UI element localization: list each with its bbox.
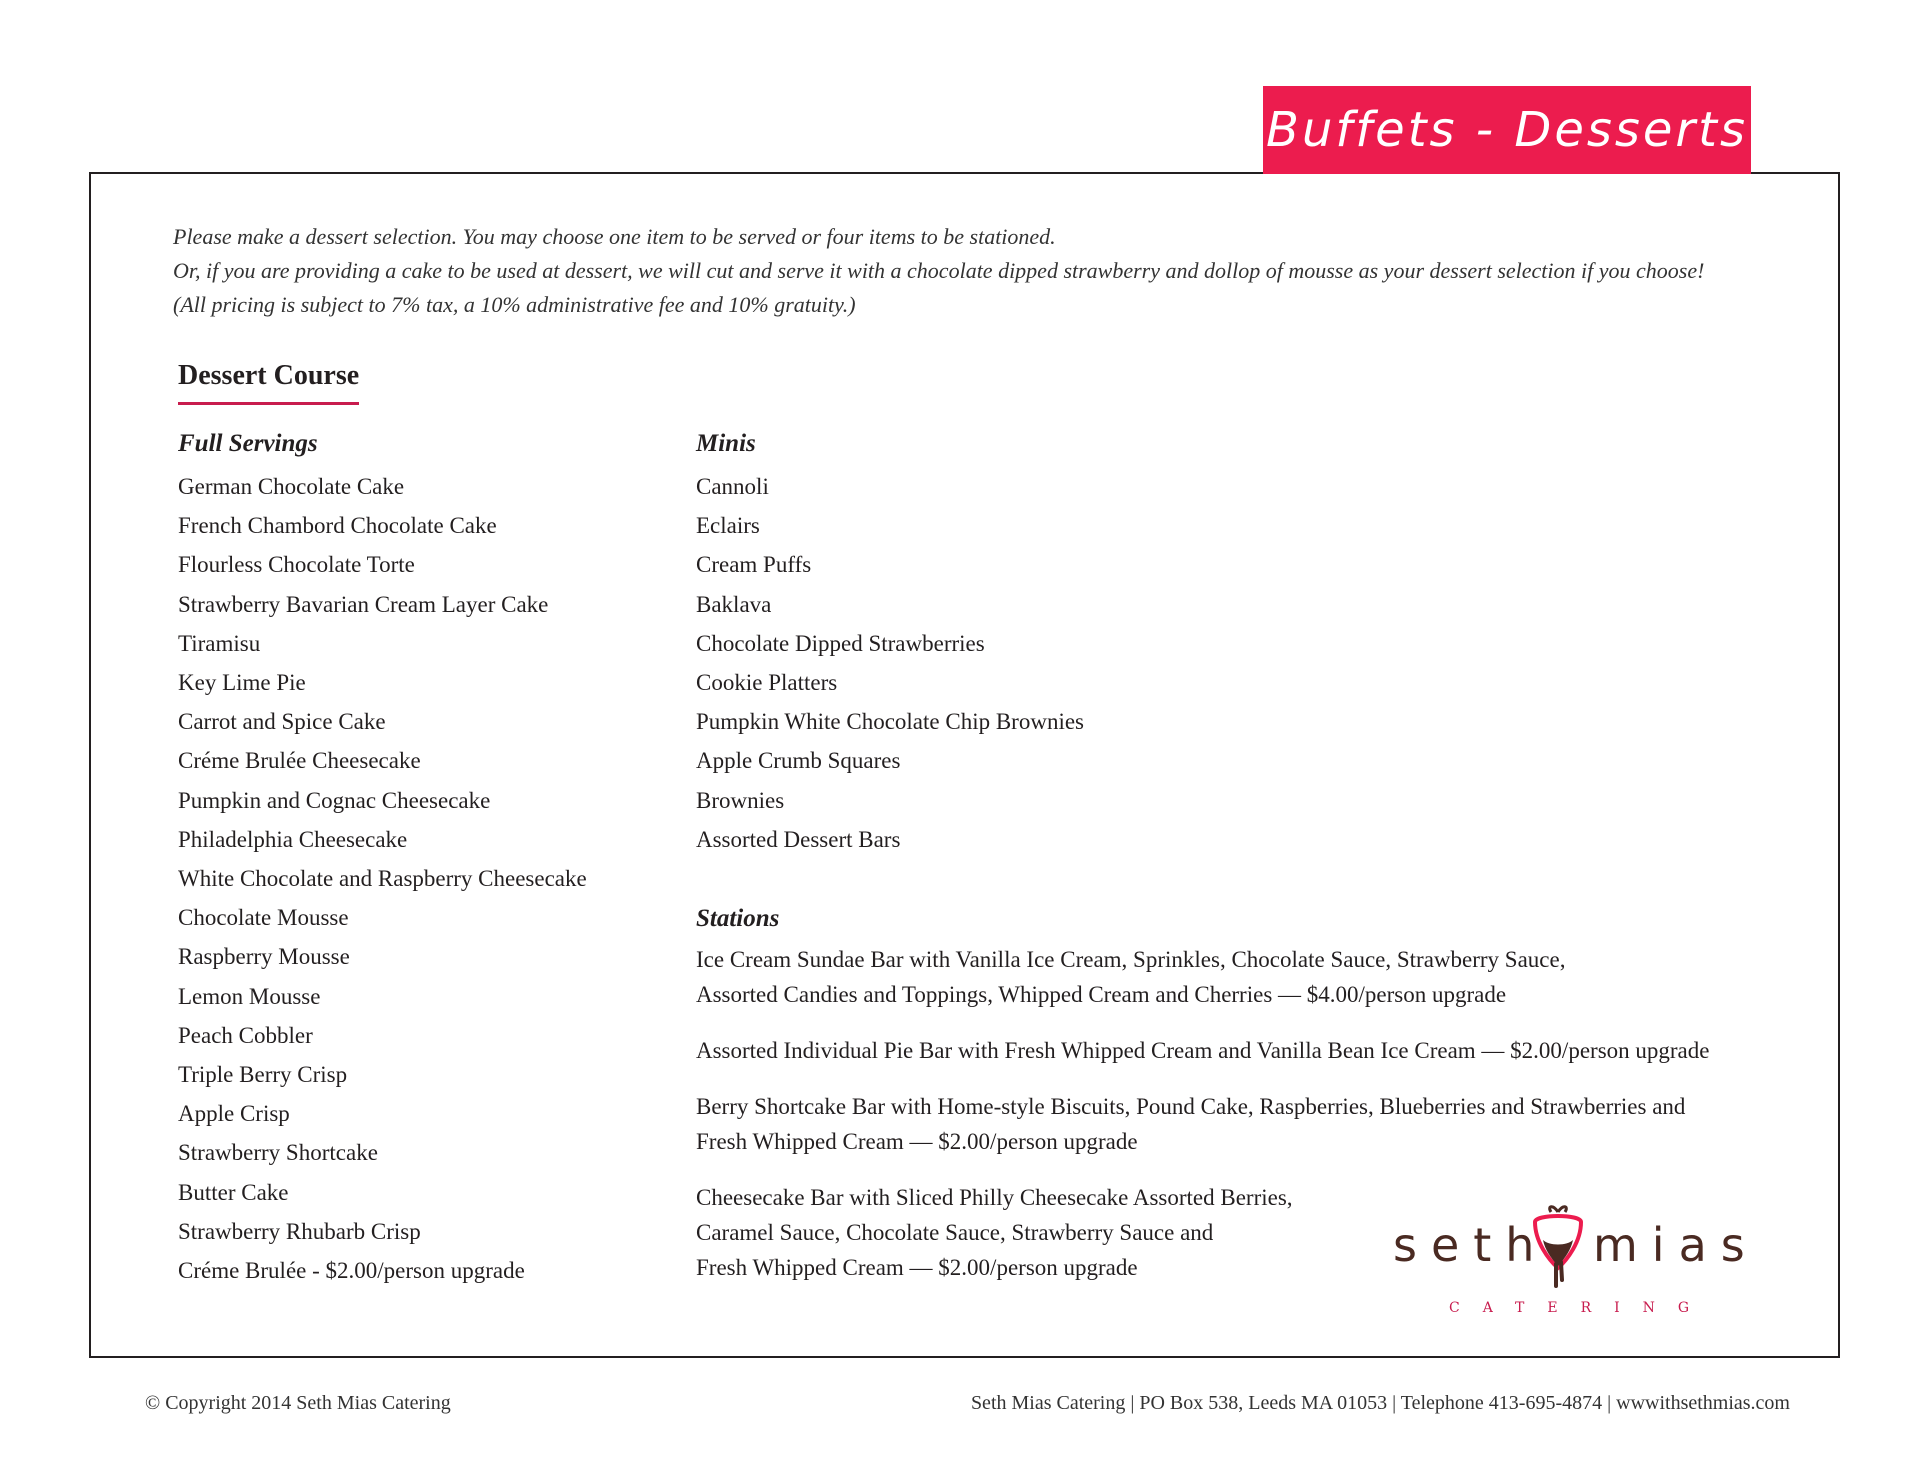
intro-line: Or, if you are providing a cake to be used at dessert, we will cut and serve it with a chocolate dipped strawberry and dollop of mousse as your dessert selection if you choose! bbox=[173, 258, 1705, 283]
full-servings-heading: Full Servings bbox=[178, 430, 318, 457]
menu-item: Peach Cobbler bbox=[178, 1022, 313, 1048]
menu-item: Apple Crisp bbox=[178, 1101, 290, 1127]
section-heading-dessert-course: Dessert Course bbox=[178, 360, 359, 405]
menu-item: Cannoli bbox=[696, 474, 769, 499]
minis-column bbox=[696, 425, 1084, 859]
station-line: Fresh Whipped Cream — $2.00/person upgrade bbox=[696, 1129, 1138, 1154]
intro-line: (All pricing is subject to 7% tax, a 10% administrative fee and 10% gratuity.) bbox=[173, 292, 856, 317]
intro-line: Please make a dessert selection. You may choose one item to be served or four items to be stationed. bbox=[173, 224, 1056, 249]
logo-word-right: mias bbox=[1593, 1218, 1759, 1272]
station-line: Assorted Candies and Toppings, Whipped Cream and Cherries — $4.00/person upgrade bbox=[696, 982, 1507, 1007]
station-item bbox=[696, 1033, 1796, 1068]
menu-item: Assorted Dessert Bars bbox=[696, 826, 901, 852]
strawberry-icon bbox=[1523, 1202, 1593, 1292]
menu-item: Butter Cake bbox=[178, 1179, 289, 1205]
page-title-banner bbox=[1263, 86, 1751, 174]
menu-item: Créme Brulée - $2.00/person upgrade bbox=[178, 1258, 525, 1284]
station-line: Ice Cream Sundae Bar with Vanilla Ice Cream, Sprinkles, Chocolate Sauce, Strawberry Sauce, bbox=[696, 947, 1566, 972]
menu-item: Eclairs bbox=[696, 513, 760, 539]
menu-item: Tiramisu bbox=[178, 630, 261, 656]
menu-item: Apple Crumb Squares bbox=[696, 748, 901, 774]
station-line: Fresh Whipped Cream — $2.00/person upgrade bbox=[696, 1255, 1138, 1280]
brand-logo bbox=[1393, 1200, 1759, 1320]
menu-item: French Chambord Chocolate Cake bbox=[178, 513, 497, 539]
full-servings-column bbox=[178, 425, 587, 1290]
menu-item: Flourless Chocolate Torte bbox=[178, 552, 415, 578]
menu-item: Chocolate Dipped Strawberries bbox=[696, 630, 985, 656]
menu-item: Pumpkin White Chocolate Chip Brownies bbox=[696, 709, 1084, 735]
menu-item: Cream Puffs bbox=[696, 552, 812, 578]
station-line: Berry Shortcake Bar with Home-style Biscuits, Pound Cake, Raspberries, Blueberries and Strawberries and bbox=[696, 1094, 1686, 1119]
menu-item: Carrot and Spice Cake bbox=[178, 709, 386, 735]
menu-item: Strawberry Rhubarb Crisp bbox=[178, 1218, 421, 1244]
minis-heading: Minis bbox=[696, 430, 756, 457]
footer-copyright: © Copyright 2014 Seth Mias Catering bbox=[145, 1392, 451, 1414]
footer-contact: Seth Mias Catering | PO Box 538, Leeds MA 01053 | Telephone 413-695-4874 | wwwithsethmias.com bbox=[970, 1392, 1790, 1414]
menu-item: Strawberry Shortcake bbox=[178, 1140, 378, 1166]
menu-item: Créme Brulée Cheesecake bbox=[178, 748, 421, 774]
station-line: Cheesecake Bar with Sliced Philly Cheesecake Assorted Berries, bbox=[696, 1185, 1293, 1210]
page-title: Buffets - Desserts bbox=[1266, 102, 1748, 158]
station-item bbox=[696, 942, 1796, 1012]
station-line: Assorted Individual Pie Bar with Fresh Whipped Cream and Vanilla Bean Ice Cream — $2.00/person upgrade bbox=[696, 1038, 1710, 1063]
station-item bbox=[696, 1089, 1796, 1159]
menu-item: Cookie Platters bbox=[696, 670, 838, 696]
menu-item: Brownies bbox=[696, 787, 785, 813]
menu-item: German Chocolate Cake bbox=[178, 474, 405, 499]
stations-heading: Stations bbox=[696, 905, 780, 932]
menu-item: Pumpkin and Cognac Cheesecake bbox=[178, 787, 491, 813]
logo-tagline: CATERING bbox=[1449, 1300, 1713, 1316]
menu-item: Philadelphia Cheesecake bbox=[178, 826, 408, 852]
menu-item: Chocolate Mousse bbox=[178, 905, 349, 931]
menu-item: Baklava bbox=[696, 591, 772, 617]
logo-word-left: seth bbox=[1393, 1218, 1549, 1272]
menu-item: Raspberry Mousse bbox=[178, 944, 350, 970]
menu-item: White Chocolate and Raspberry Cheesecake bbox=[178, 866, 587, 892]
menu-item: Strawberry Bavarian Cream Layer Cake bbox=[178, 591, 549, 617]
menu-item: Lemon Mousse bbox=[178, 983, 321, 1009]
station-line: Caramel Sauce, Chocolate Sauce, Strawberry Sauce and bbox=[696, 1220, 1214, 1245]
intro-text bbox=[173, 220, 1704, 322]
menu-item: Key Lime Pie bbox=[178, 670, 306, 696]
menu-item: Triple Berry Crisp bbox=[178, 1062, 348, 1088]
